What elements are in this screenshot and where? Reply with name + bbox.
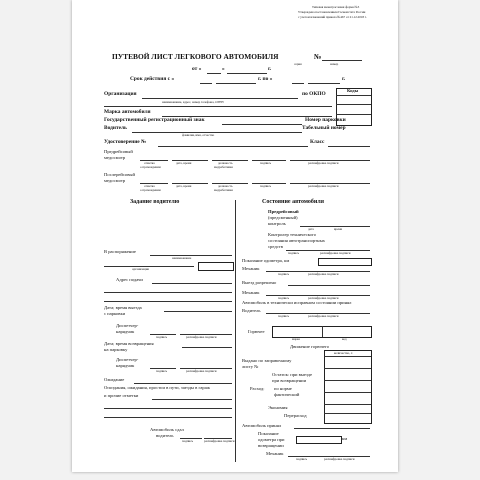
driver-hint: фамилия, имя, отчество [182, 133, 215, 137]
number-label: № [314, 52, 322, 61]
mechanic-label: Механик [242, 266, 260, 271]
tech-controller-sig: подпись [288, 251, 300, 255]
driver-2-label: Водитель [242, 308, 261, 313]
precontrol-time: время [334, 227, 342, 231]
postmed-label-1: Послерейсовый [104, 172, 135, 177]
handed-sig: подпись [182, 439, 194, 443]
number-sub-label: номер [330, 62, 339, 66]
handed-label-1: Автомобиль сдал [150, 427, 184, 432]
odometer-return-2: одометра при [258, 437, 285, 442]
odometer-return-3: возвращении [258, 443, 284, 448]
issued-label-1: Выдано по заправочному [242, 358, 292, 363]
waybill-sheet [72, 0, 398, 472]
tech-controller-1: Контролер технического [268, 232, 317, 237]
tech-controller-3: средств [268, 244, 283, 249]
validity-to-label: г. по « [258, 76, 273, 82]
organization-hint: наименование, адрес, номер телефона, ОГРН [162, 100, 224, 104]
postmed-label-2: медосмотр [104, 178, 126, 183]
approval-line-3: с учетом изменений приказа №467 от 21.12.2018 г. [298, 15, 367, 19]
remain-in-label: при возвращении [272, 378, 307, 383]
mechanic-2-sig-decode: расшифровка подписи [308, 296, 339, 300]
delays-label-1: Опоздания, ожидания, простои в пути, заезды в гараж [104, 385, 210, 390]
left-section-heading: Задание водителю [130, 199, 180, 205]
dispatcher-1-label-1: Диспетчер- [116, 323, 139, 328]
address-label: Адрес подачи [116, 277, 143, 282]
mechanic-sig: подпись [278, 272, 290, 276]
consumption-label: Расход: [250, 386, 265, 391]
tech-controller-sig-decode: расшифровка подписи [320, 251, 351, 255]
precontrol-label-1: Предрейсовый [268, 209, 299, 214]
departure-label-1: Дата; время выезда [104, 305, 142, 310]
return-label-1: Дата; время возвращения [104, 341, 154, 346]
tech-controller-2: состояния автотранспортных [268, 238, 325, 243]
med-hint-mark: отметка [144, 161, 155, 165]
codes-label: Коды [347, 88, 359, 93]
dispatcher-1-sig: подпись [156, 335, 168, 339]
dispatcher-2-sig: подпись [156, 369, 168, 373]
tab-number-label: Табельный номер [302, 125, 346, 131]
return-label-2: на парковку [104, 347, 128, 352]
med-hint-passing: о прохождении [140, 165, 161, 169]
premed-label-2: медосмотр [104, 155, 126, 160]
odometer-return-box [296, 436, 342, 444]
disposal-label: В распоряжение [104, 249, 136, 254]
consumption-actual: фактический [274, 392, 300, 397]
med-hint-signature: подпись [260, 161, 272, 165]
delays-label-2: и прочие отметки [104, 393, 139, 398]
mechanic-2-label: Механик [242, 290, 260, 295]
series-label: серия [294, 62, 302, 66]
mechanic-sig-decode: расшифровка подписи [308, 272, 339, 276]
med-hint-position: должность [218, 161, 233, 165]
premed-label-1: Предрейсовый [104, 149, 133, 154]
departure-label-2: с парковки [104, 311, 126, 316]
mechanic-3-label: Механик [266, 451, 284, 456]
organization-label: Организация [104, 91, 137, 97]
dispatcher-2-label-2: нарядчик [116, 363, 135, 368]
issued-label-2: листу № [242, 364, 259, 369]
approval-line-1: Типовая межотраслевая форма №3 [312, 5, 360, 9]
odometer-return-unit: км [342, 436, 348, 441]
economy-label: Экономия [268, 405, 288, 410]
disposal-hint-org: организация [132, 267, 149, 271]
precontrol-label-3: контроль [268, 221, 286, 226]
okpo-label: по ОКПО [302, 91, 326, 97]
med-hint-datetime: дата, время [176, 161, 192, 165]
remain-out-label: Остаток: при выезде [272, 372, 313, 377]
date-year: г. [268, 66, 272, 72]
dispatcher-1-label-2: нарядчик [116, 329, 135, 334]
fuel-col-brand: марка [292, 337, 300, 341]
med-hint-passing-2: о прохождении [140, 188, 161, 192]
med-hint-signature-2: подпись [260, 184, 272, 188]
precontrol-label-2: (предсменный) [268, 215, 298, 220]
disposal-code-box [198, 262, 234, 271]
disposal-hint-name: наименование [172, 256, 192, 260]
handed-label-2: водитель [156, 433, 174, 438]
dispatcher-1-sig-decode: расшифровка подписи [186, 335, 217, 339]
class-label: Класс [310, 139, 325, 145]
odometer-return-1: Показание [258, 431, 279, 436]
accepted-label: Автомобиль в технически исправном состоянии принял [242, 300, 352, 305]
consumption-norm: по норме [274, 386, 292, 391]
license-label: Удостоверение № [104, 139, 147, 145]
mechanic-3-sig-decode: расшифровка подписи [324, 457, 355, 461]
med-hint-position-2: должность [218, 184, 233, 188]
handed-sig-decode: расшифровка подписи [204, 439, 235, 443]
odometer-box [318, 258, 372, 266]
driver-2-sig: подпись [278, 314, 290, 318]
driver-label: Водитель [104, 125, 127, 131]
date-close-quote: » [222, 66, 225, 72]
overuse-label: Перерасход [284, 413, 307, 418]
dispatcher-2-sig-decode: расшифровка подписи [186, 369, 217, 373]
dispatcher-2-label-1: Диспетчер- [116, 357, 139, 362]
med-hint-mark-2: отметка [144, 184, 155, 188]
med-hint-decode-2: расшифровка подписи [308, 184, 339, 188]
driver-2-sig-decode: расшифровка подписи [308, 314, 339, 318]
fuel-col-code: код [342, 337, 347, 341]
reg-sign-label: Государственный регистрационный знак [104, 117, 205, 123]
date-from-label: от « [192, 66, 202, 72]
waiting-label: Ожидание [104, 377, 125, 382]
fuel-label: Горючее [248, 329, 265, 334]
validity-year: г. [342, 76, 346, 82]
med-hint-medworker-2: медработника [214, 188, 233, 192]
document-title: ПУТЕВОЙ ЛИСТ ЛЕГКОВОГО АВТОМОБИЛЯ [112, 52, 279, 61]
med-hint-decode: расшифровка подписи [308, 161, 339, 165]
right-section-heading: Состояние автомобиля [262, 199, 324, 205]
quantity-header: количество, л [334, 351, 353, 355]
validity-label: Срок действия с « [130, 76, 175, 82]
odometer-label: Показание одометра, км [242, 258, 290, 263]
med-hint-datetime-2: дата, время [176, 184, 192, 188]
exit-allowed-label: Выезд разрешено [242, 280, 277, 285]
precontrol-date: дата [308, 227, 314, 231]
med-hint-medworker: медработника [214, 165, 233, 169]
mechanic-3-sig: подпись [296, 457, 308, 461]
park-number-label: Номер парковки [305, 117, 346, 123]
car-accepted-label: Автомобиль принял [242, 423, 282, 428]
approval-line-2: Утверждена постановлением Госкомстата России [298, 10, 366, 14]
mechanic-2-sig: подпись [278, 296, 290, 300]
fuel-move-label: Движение горючего [290, 344, 330, 349]
car-brand-label: Марка автомобиля [104, 109, 151, 115]
